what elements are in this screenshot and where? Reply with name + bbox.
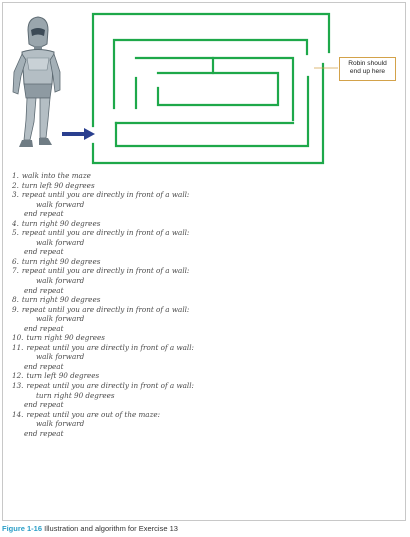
- algorithm-step: [12, 171, 312, 181]
- step-number: 14.: [12, 409, 24, 419]
- step-text: turn left 90 degrees: [21, 180, 95, 190]
- step-number: 4.: [12, 218, 19, 228]
- step-number: 9.: [12, 304, 19, 314]
- algorithm-step: [12, 324, 312, 334]
- figure-caption: [2, 524, 178, 533]
- step-text: walk forward: [36, 314, 85, 324]
- step-number: 10.: [12, 333, 24, 343]
- step-number: 7.: [12, 266, 19, 276]
- algorithm-step: [12, 419, 312, 429]
- step-text: walk forward: [36, 276, 85, 286]
- algorithm-step: [12, 362, 312, 372]
- step-text: turn right 90 degrees: [36, 390, 115, 400]
- step-text: turn left 90 degrees: [26, 371, 100, 381]
- step-text: end repeat: [24, 247, 64, 257]
- algorithm-step: [12, 295, 312, 305]
- step-number: 2.: [12, 180, 19, 190]
- step-text: end repeat: [24, 323, 64, 333]
- callout-line-1: Robin should: [348, 60, 387, 67]
- step-text: end repeat: [24, 209, 64, 219]
- maze: [93, 14, 329, 163]
- step-number: 11.: [12, 342, 24, 352]
- step-text: end repeat: [24, 428, 64, 438]
- step-text: walk forward: [36, 419, 85, 429]
- step-number: 6.: [12, 256, 19, 266]
- step-text: turn right 90 degrees: [26, 333, 105, 343]
- step-text: walk into the maze: [21, 171, 91, 180]
- algorithm-step: [12, 190, 312, 200]
- figure-number: Figure 1-16: [2, 524, 43, 533]
- algorithm-step: [12, 410, 312, 420]
- step-text: turn right 90 degrees: [21, 295, 101, 305]
- step-number: 8.: [12, 295, 19, 305]
- callout-box: [339, 57, 396, 81]
- algorithm-step: [12, 343, 312, 353]
- algorithm-step: [12, 391, 312, 401]
- algorithm-list: [12, 171, 312, 438]
- algorithm-step: [12, 305, 312, 315]
- step-text: repeat until you are out of the maze:: [26, 409, 161, 419]
- algorithm-step: [12, 276, 312, 286]
- robot-illustration: [13, 17, 60, 147]
- algorithm-step: [12, 257, 312, 267]
- algorithm-step: [12, 371, 312, 381]
- algorithm-step: [12, 219, 312, 229]
- algorithm-step: [12, 314, 312, 324]
- algorithm-step: [12, 238, 312, 248]
- step-number: 3.: [12, 190, 19, 200]
- callout-line-2: end up here: [349, 68, 386, 75]
- step-number: 13.: [12, 381, 24, 391]
- step-number: 1.: [12, 171, 19, 180]
- step-text: walk forward: [36, 237, 85, 247]
- step-text: end repeat: [24, 285, 64, 295]
- step-text: turn right 90 degrees: [21, 256, 101, 266]
- algorithm-step: [12, 266, 312, 276]
- algorithm-step: [12, 247, 312, 257]
- algorithm-step: [12, 286, 312, 296]
- step-text: walk forward: [36, 199, 85, 209]
- step-text: repeat until you are directly in front of a wall:: [26, 381, 194, 391]
- step-text: end repeat: [24, 361, 64, 371]
- algorithm-step: [12, 400, 312, 410]
- step-number: 5.: [12, 228, 19, 238]
- step-text: walk forward: [36, 352, 85, 362]
- algorithm-step: [12, 333, 312, 343]
- algorithm-step: [12, 429, 312, 439]
- algorithm-step: [12, 181, 312, 191]
- step-text: repeat until you are directly in front of a wall:: [21, 304, 190, 314]
- algorithm-step: [12, 381, 312, 391]
- step-text: repeat until you are directly in front of a wall:: [21, 190, 190, 200]
- step-text: repeat until you are directly in front of a wall:: [26, 342, 194, 352]
- entry-arrow-icon: [62, 128, 95, 140]
- step-text: repeat until you are directly in front of a wall:: [21, 228, 190, 238]
- algorithm-step: [12, 352, 312, 362]
- caption-text: Illustration and algorithm for Exercise 13: [44, 524, 178, 533]
- step-number: 12.: [12, 371, 24, 381]
- algorithm-step: [12, 200, 312, 210]
- step-text: end repeat: [24, 400, 64, 410]
- step-text: turn right 90 degrees: [21, 218, 101, 228]
- algorithm-step: [12, 209, 312, 219]
- step-text: repeat until you are directly in front of a wall:: [21, 266, 190, 276]
- algorithm-step: [12, 228, 312, 238]
